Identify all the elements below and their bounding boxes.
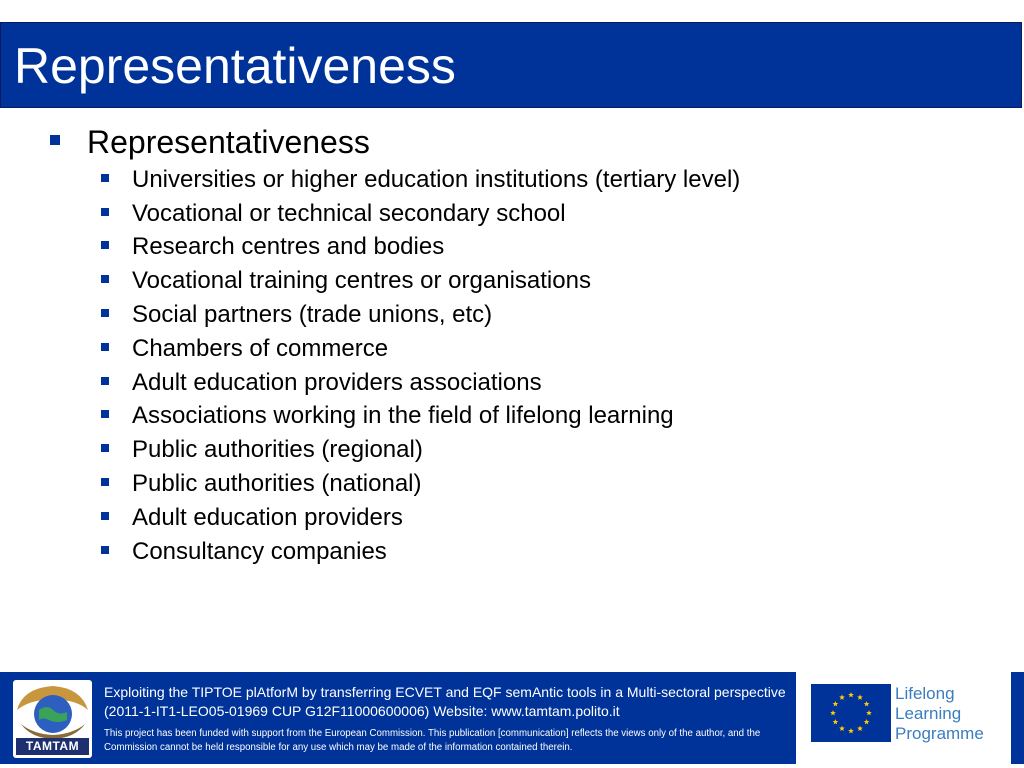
- sub-bullet: [101, 400, 740, 434]
- logo-label: TAMTAM: [16, 738, 89, 755]
- square-bullet-icon: [101, 512, 109, 520]
- main-bullet: [50, 122, 370, 162]
- sub-bullet: [101, 264, 740, 298]
- square-bullet-icon: [101, 343, 109, 351]
- sub-bullet-text: Associations working in the field of lifelong learning: [132, 402, 674, 430]
- sub-bullet-text: Public authorities (national): [132, 470, 422, 498]
- eu-flag-icon: [811, 684, 891, 742]
- sub-bullet: [101, 535, 740, 569]
- tamtam-logo: [13, 680, 92, 758]
- square-bullet-icon: [101, 546, 109, 554]
- square-bullet-icon: [101, 241, 109, 249]
- square-bullet-icon: [101, 275, 109, 283]
- sub-bullet: [101, 332, 740, 366]
- slide-title: Representativeness: [14, 38, 456, 94]
- sub-bullet: [101, 197, 740, 231]
- sub-bullet: [101, 467, 740, 501]
- square-bullet-icon: [101, 444, 109, 452]
- square-bullet-icon: [101, 478, 109, 486]
- square-bullet-icon: [50, 135, 60, 145]
- square-bullet-icon: [101, 174, 109, 182]
- llp-logo: [811, 684, 1003, 744]
- sub-bullet-text: Adult education providers associations: [132, 368, 542, 396]
- sub-bullet: [101, 366, 740, 400]
- sub-bullet-text: Research centres and bodies: [132, 233, 445, 261]
- sub-bullet: [101, 298, 740, 332]
- funding-disclaimer: This project has been funded with support from the European Commission. This publication [communication] reflects the views only of the author, and the Commission cannot be held responsible for any use which may be made of the information contained therein.: [104, 728, 761, 753]
- llp-text: [895, 684, 984, 744]
- sub-bullet-text: Consultancy companies: [132, 537, 387, 565]
- square-bullet-icon: [101, 309, 109, 317]
- sub-bullet-text: Adult education providers: [132, 503, 403, 531]
- sub-bullet-text: Vocational training centres or organisations: [132, 267, 591, 295]
- llp-line: Programme: [895, 724, 984, 743]
- sub-bullet: [101, 433, 740, 467]
- footer-bar: [0, 672, 796, 764]
- sub-bullet: [101, 163, 740, 197]
- title-bar: [0, 22, 1022, 108]
- square-bullet-icon: [101, 410, 109, 418]
- project-description: Exploiting the TIPTOE plAtforM by transferring ECVET and EQF semAntic tools in a Multi-sectoral perspective (2011-1-IT1-LEO05-01969 CUP G12F11000600006) Website: www.tamtam.polito.it: [104, 684, 786, 719]
- sub-bullet-text: Vocational or technical secondary school: [132, 199, 566, 227]
- sub-bullet-list: [101, 163, 740, 569]
- square-bullet-icon: [101, 208, 109, 216]
- footer-right-strip: [1011, 672, 1024, 764]
- llp-line: Lifelong: [895, 684, 955, 703]
- sub-bullet: [101, 501, 740, 535]
- globe-hands-icon: [13, 680, 92, 740]
- sub-bullet-text: Universities or higher education institutions (tertiary level): [132, 165, 741, 193]
- sub-bullet: [101, 231, 740, 265]
- square-bullet-icon: [101, 377, 109, 385]
- sub-bullet-text: Social partners (trade unions, etc): [132, 301, 493, 329]
- main-bullet-text: Representativeness: [87, 123, 370, 160]
- sub-bullet-text: Chambers of commerce: [132, 334, 389, 362]
- sub-bullet-text: Public authorities (regional): [132, 436, 423, 464]
- llp-line: Learning: [895, 704, 962, 723]
